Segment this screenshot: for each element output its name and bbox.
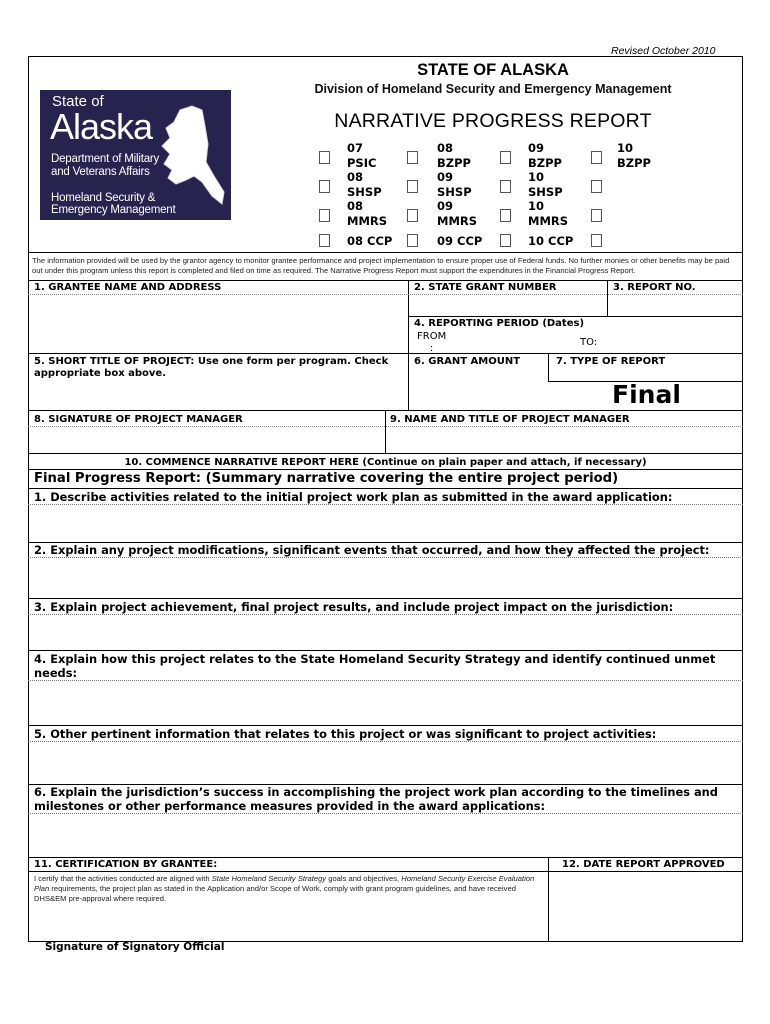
state-title: STATE OF ALASKA xyxy=(417,61,569,79)
question-6: 6. Explain the jurisdiction’s success in accomplishing the project work plan according to the timelines and milestones or other performance measures provided in the award applications: xyxy=(34,785,718,813)
label-grantee-name-address: 1. GRANTEE NAME AND ADDRESS xyxy=(34,282,222,293)
checkbox-08-mmrs[interactable] xyxy=(319,209,330,222)
label-reporting-period: 4. REPORTING PERIOD (Dates) xyxy=(414,318,585,329)
certification-statement xyxy=(34,874,544,904)
logo-line5: Homeland Security & xyxy=(51,192,156,204)
label-commence-narrative: 10. COMMENCE NARRATIVE REPORT HERE (Continue on plain paper and attach, if necessary) xyxy=(124,457,647,468)
checkbox-09-ccp[interactable] xyxy=(407,234,418,247)
cert-text-2: goals and objectives, xyxy=(326,874,402,883)
answer-3[interactable] xyxy=(29,615,742,649)
label-short-title: 5. SHORT TITLE OF PROJECT: Use one form per program. Check appropriate box above. xyxy=(34,356,389,379)
input-to-date[interactable] xyxy=(602,331,740,351)
input-report-no[interactable] xyxy=(608,295,742,316)
checkbox-col4-row2[interactable] xyxy=(591,180,602,193)
checkbox-10-ccp[interactable] xyxy=(500,234,511,247)
division-title: Division of Homeland Security and Emergency Management xyxy=(314,82,672,96)
cert-text-italic-2: Homeland Security Exercise Evaluation Plan xyxy=(34,874,535,893)
label-state-grant-number: 2. STATE GRANT NUMBER xyxy=(414,282,557,293)
revised-date: Revised October 2010 xyxy=(611,45,716,57)
label-signature-project-manager: 8. SIGNATURE OF PROJECT MANAGER xyxy=(34,414,243,425)
label-name-title-project-manager: 9. NAME AND TITLE OF PROJECT MANAGER xyxy=(390,414,630,425)
input-grant-amount[interactable] xyxy=(409,369,547,409)
label-report-no: 3. REPORT NO. xyxy=(613,282,696,293)
label-type-of-report: 7. TYPE OF REPORT xyxy=(556,356,666,367)
answer-6[interactable] xyxy=(29,814,742,856)
program-codes-col3: 09 BZPP 10 SHSP 10 MMRS xyxy=(528,141,569,228)
label-certification: 11. CERTIFICATION BY GRANTEE: xyxy=(34,859,218,870)
checkbox-09-mmrs[interactable] xyxy=(407,209,418,222)
input-from-date[interactable] xyxy=(450,331,560,351)
question-4: 4. Explain how this project relates to the State Homeland Security Strategy and identify continued unmet needs: xyxy=(34,652,716,680)
cert-text-1: I certify that the activities conducted are aligned with xyxy=(34,874,212,883)
report-type-value[interactable]: Final xyxy=(612,380,681,409)
alaska-dmva-logo xyxy=(40,90,231,220)
question-1: 1. Describe activities related to the initial project work plan as submitted in the award application: xyxy=(34,490,673,504)
program-ccp-col3: 10 CCP xyxy=(528,234,574,248)
cert-text-3: requirements, the project plan as stated in the Application and/or Scope of Work, comply with grant program guidelines, and have received DHS&EM pre-approval where required. xyxy=(34,884,516,903)
checkbox-08-bzpp[interactable] xyxy=(407,151,418,164)
info-text: The information provided will be used by the grantor agency to monitor grantee performance and project implementation to ensure proper use of Federal funds. No further monies or other benefits may be paid out under this program unless this report is completed and filed on time as required. The Narrative Progress Report must support the expenditures in the Financial Progress Report. xyxy=(32,256,730,275)
checkbox-09-shsp[interactable] xyxy=(407,180,418,193)
checkbox-08-shsp[interactable] xyxy=(319,180,330,193)
program-codes-col4: 10 BZPP xyxy=(617,141,651,170)
program-codes-col1: 07 PSIC 08 SHSP 08 MMRS xyxy=(347,141,388,228)
final-progress-heading: Final Progress Report: (Summary narrative covering the entire project period) xyxy=(34,471,619,486)
program-ccp-col2: 09 CCP xyxy=(437,234,483,248)
checkbox-10-bzpp[interactable] xyxy=(591,151,602,164)
signature-signatory-official: Signature of Signatory Official xyxy=(45,941,225,953)
checkbox-col4-row4[interactable] xyxy=(591,234,602,247)
answer-4[interactable] xyxy=(29,681,742,724)
logo-line6: Emergency Management xyxy=(51,204,176,216)
checkbox-col4-row3[interactable] xyxy=(591,209,602,222)
logo-line4: and Veterans Affairs xyxy=(51,166,150,178)
label-from: FROM : xyxy=(417,331,447,354)
report-title: NARRATIVE PROGRESS REPORT xyxy=(334,110,652,132)
label-grant-amount: 6. GRANT AMOUNT xyxy=(414,356,521,367)
logo-line3: Department of Military xyxy=(51,153,160,165)
logo-line1: State of xyxy=(52,93,104,110)
question-3: 3. Explain project achievement, final project results, and include project impact on the jurisdiction: xyxy=(34,600,674,614)
program-codes-col2: 08 BZPP 09 SHSP 09 MMRS xyxy=(437,141,478,228)
answer-5[interactable] xyxy=(29,742,742,783)
input-grantee-name-address[interactable] xyxy=(29,295,407,353)
input-date-report-approved[interactable] xyxy=(549,872,742,941)
checkbox-10-shsp[interactable] xyxy=(500,180,511,193)
input-signature-project-manager[interactable] xyxy=(29,427,384,453)
answer-1[interactable] xyxy=(29,505,742,542)
label-to: TO: xyxy=(580,337,598,348)
label-date-report-approved: 12. DATE REPORT APPROVED xyxy=(562,859,725,870)
checkbox-08-ccp[interactable] xyxy=(319,234,330,247)
alaska-map-icon xyxy=(158,104,228,214)
logo-line2: Alaska xyxy=(50,106,153,147)
program-ccp-col1: 08 CCP xyxy=(347,234,393,248)
question-5: 5. Other pertinent information that relates to this project or was significant to project activities: xyxy=(34,727,657,741)
input-state-grant-number[interactable] xyxy=(409,295,606,316)
question-2: 2. Explain any project modifications, significant events that occurred, and how they affected the project: xyxy=(34,543,710,557)
checkbox-10-mmrs[interactable] xyxy=(500,209,511,222)
input-name-title-project-manager[interactable] xyxy=(386,427,742,453)
cert-text-italic-1: State Homeland Security Strategy xyxy=(211,874,327,883)
checkbox-07-psic[interactable] xyxy=(319,151,330,164)
checkbox-09-bzpp[interactable] xyxy=(500,151,511,164)
answer-2[interactable] xyxy=(29,558,742,597)
